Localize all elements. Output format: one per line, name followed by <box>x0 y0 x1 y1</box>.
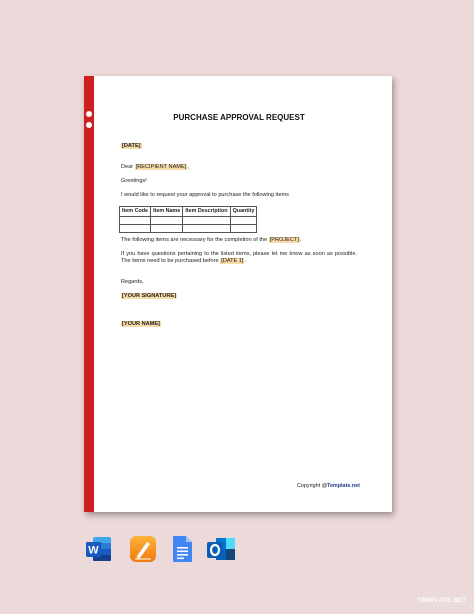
document-page <box>84 76 392 512</box>
dear-suffix: , <box>187 164 189 170</box>
copyright-link[interactable]: Template.net <box>327 483 360 489</box>
recipient-placeholder: [RECIPIENT NAME] <box>135 164 187 170</box>
date-placeholder: [DATE] <box>122 143 141 149</box>
signature-line <box>121 293 177 300</box>
binder-hole <box>86 122 92 128</box>
intro-line: I would like to request your approval to purchase the following items <box>121 192 289 198</box>
document-title: PURCHASE APPROVAL REQUEST <box>173 113 305 122</box>
necessity-suffix: . <box>299 237 302 243</box>
table-header-item-code: Item Code <box>120 207 151 217</box>
date1-placeholder: [DATE 1] <box>221 257 244 264</box>
copyright-line <box>297 483 360 489</box>
table-header-item-name: Item Name <box>151 207 183 217</box>
dear-prefix: Dear <box>121 164 135 170</box>
project-placeholder: [PROJECT] <box>269 237 299 243</box>
questions-paragraph <box>121 251 357 265</box>
questions-text: If you have questions pertaining to the listed items, please let me know as soon as possible. The items need to be purchased before <box>121 251 357 264</box>
binder-hole <box>86 111 92 117</box>
watermark: TEMPLATE.NET <box>417 598 467 604</box>
name-line <box>121 321 161 328</box>
table-header-quantity: Quantity <box>230 207 257 217</box>
table-header-row <box>120 207 257 217</box>
table-row <box>120 216 257 224</box>
pages-icon[interactable] <box>129 535 157 563</box>
salutation-line <box>121 164 189 171</box>
google-docs-icon[interactable] <box>172 535 200 563</box>
table-row <box>120 224 257 232</box>
necessity-line <box>121 237 301 244</box>
greeting-line: Greetings! <box>121 178 147 184</box>
date-line <box>121 143 142 150</box>
questions-suffix: . <box>244 257 247 264</box>
page-side-bar <box>84 76 94 512</box>
outlook-icon[interactable] <box>205 535 233 563</box>
svg-text:W: W <box>88 544 99 557</box>
name-placeholder: [YOUR NAME] <box>122 321 160 327</box>
copyright-prefix: Copyright @ <box>297 483 328 489</box>
word-icon[interactable] <box>84 535 112 563</box>
items-table <box>119 206 257 233</box>
table-header-item-description: Item Description <box>183 207 230 217</box>
closing-line: Regards, <box>121 279 144 285</box>
necessity-prefix: The following items are necessary for the completion of the <box>121 237 269 243</box>
signature-placeholder: [YOUR SIGNATURE] <box>122 293 176 299</box>
